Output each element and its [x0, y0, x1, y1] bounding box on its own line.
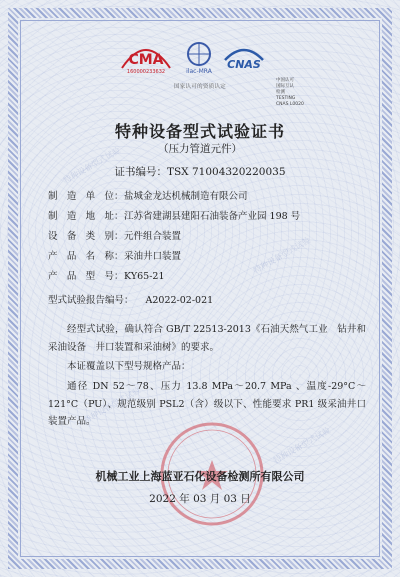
watermark: 特种设备型式试验 [252, 235, 312, 276]
logo-caption: 国家认可的资质认定 [173, 84, 227, 90]
field-label: 制造地址 [48, 211, 114, 222]
watermark: 特种设备型式试验 [62, 145, 122, 186]
report-number [48, 292, 213, 306]
field-product-model: 产品型号 ： KY65-21 [48, 270, 370, 290]
watermark: 特种设备型式试验 [272, 425, 332, 466]
field-value: 采油井口装置 [124, 251, 182, 262]
cma-logo-icon [118, 38, 174, 76]
certificate-subtitle: （压力管道元件） [158, 143, 242, 155]
svg-text:CNAS: CNAS [227, 58, 261, 71]
field-label: 制造单位 [48, 191, 114, 202]
report-number-value: A2022-02-021 [145, 295, 214, 306]
ilac-mra-logo-icon [181, 38, 217, 76]
field-product-name: 产品名称 ： 采油井口装置 [48, 250, 370, 270]
svg-text:160000233632: 160000233632 [126, 69, 166, 75]
certificate-number [0, 164, 400, 179]
field-category: 设备类别 ： 元件组合装置 [48, 230, 370, 250]
certificate-number-label: 证书编号： [114, 166, 167, 178]
certificate-number-value: TSX 71004320220035 [166, 166, 286, 178]
field-value: 盐城金龙达机械制造有限公司 [124, 191, 248, 202]
svg-text:ilac-MRA: ilac-MRA [186, 68, 212, 75]
field-manufacturer: 制造单位 ： 盐城金龙达机械制造有限公司 [48, 190, 370, 210]
issue-date: 2022 年 03 月 03 日 [149, 493, 251, 505]
coverage-specification: 通径 DN 52～78、压力 13.8 MPa～20.7 MPa 、温度-29°C～121°C（PU）、规范级别 PSL2（含）级以下、性能要求 PR1 级采油井口装置产品。 [48, 381, 366, 427]
conformity-statement: 经型式试验，确认符合 GB/T 22513-2013《石油天然气工业 钻井和采油设备 井口装置和采油树》的要求。 [48, 324, 366, 353]
cnas-logo-icon [219, 38, 269, 76]
field-address: 制造地址 ： 江苏省建湖县建阳石油装备产业园 198 号 [48, 210, 370, 230]
cnas-side-text: 中国认可 国际互认 检测 TESTING CNAS L0020 [276, 78, 304, 107]
issuing-organization: 机械工业上海蓝亚石化设备检测所有限公司 [95, 470, 305, 483]
field-value: 元件组合装置 [124, 231, 182, 242]
field-label: 设备类别 [48, 231, 114, 242]
field-value: KY65-21 [124, 271, 165, 282]
field-label: 产品名称 [48, 251, 114, 262]
certificate-fields [48, 190, 370, 290]
field-label: 产品型号 [48, 271, 114, 282]
field-value: 江苏省建湖县建阳石油装备产业园 198 号 [124, 211, 301, 222]
certificate-title: 特种设备型式试验证书 [114, 122, 285, 141]
watermark: 特种设备型式试验 [82, 385, 142, 426]
coverage-intro: 本证覆盖以下型号规格产品： [67, 361, 191, 372]
report-number-label: 型式试验报告编号： [48, 295, 134, 306]
svg-text:CMA: CMA [128, 52, 164, 68]
